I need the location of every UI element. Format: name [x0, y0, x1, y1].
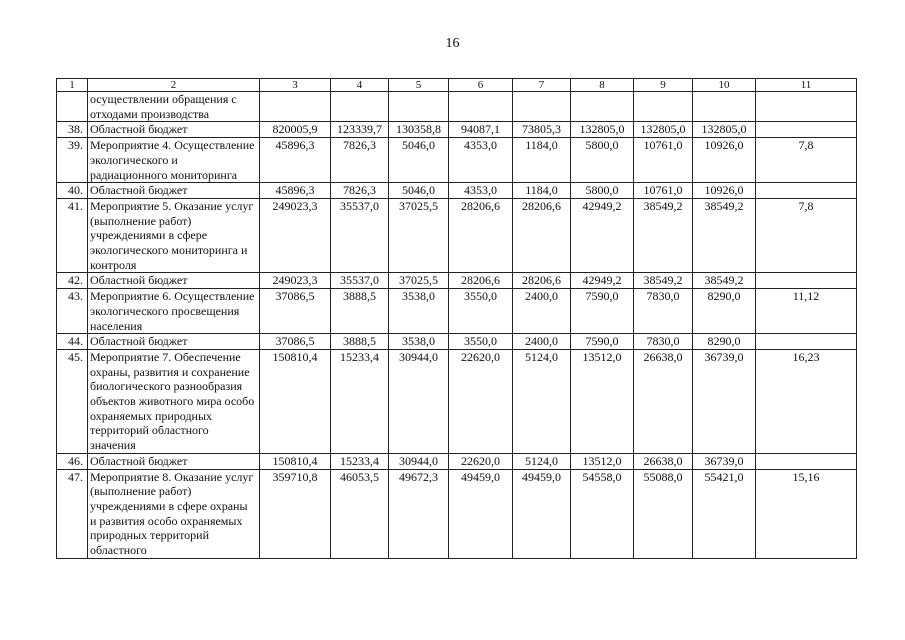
row-number: 40.: [57, 183, 88, 199]
value-cell: 7590,0: [571, 289, 634, 334]
indicator-ref: 11,12: [756, 289, 857, 334]
row-name: Мероприятие 6. Осуществление экологического просвещения населения: [88, 289, 260, 334]
header-row: [57, 79, 857, 92]
value-cell: 249023,3: [260, 198, 331, 273]
row-number: [57, 92, 88, 122]
row-name: Мероприятие 4. Осуществление экологического и радиационного мониторинга: [88, 138, 260, 183]
value-cell: 8290,0: [693, 334, 756, 350]
value-cell: 55421,0: [693, 469, 756, 558]
table-row: [57, 122, 857, 138]
row-name: Областной бюджет: [88, 122, 260, 138]
row-number: 41.: [57, 198, 88, 273]
indicator-ref: [756, 334, 857, 350]
value-cell: 26638,0: [634, 349, 693, 453]
row-number: 42.: [57, 273, 88, 289]
value-cell: 36739,0: [693, 453, 756, 469]
value-cell: 94087,1: [449, 122, 513, 138]
row-name: Областной бюджет: [88, 183, 260, 199]
value-cell: 4353,0: [449, 183, 513, 199]
value-cell: 13512,0: [571, 453, 634, 469]
value-cell: 132805,0: [571, 122, 634, 138]
value-cell: [693, 92, 756, 122]
header-cell: 5: [389, 79, 449, 92]
table-row: [57, 349, 857, 453]
value-cell: 28206,6: [449, 273, 513, 289]
value-cell: [331, 92, 389, 122]
header-cell: 4: [331, 79, 389, 92]
table-row: [57, 453, 857, 469]
value-cell: [389, 92, 449, 122]
header-cell: 2: [88, 79, 260, 92]
page-number: 16: [445, 36, 460, 51]
value-cell: [634, 92, 693, 122]
row-number: 44.: [57, 334, 88, 350]
value-cell: 10761,0: [634, 183, 693, 199]
value-cell: 359710,8: [260, 469, 331, 558]
value-cell: 5046,0: [389, 183, 449, 199]
header-cell: 9: [634, 79, 693, 92]
header-cell: 10: [693, 79, 756, 92]
row-number: 38.: [57, 122, 88, 138]
value-cell: 7826,3: [331, 138, 389, 183]
value-cell: 1184,0: [513, 183, 571, 199]
indicator-ref: [756, 273, 857, 289]
value-cell: 5124,0: [513, 453, 571, 469]
value-cell: 5800,0: [571, 183, 634, 199]
value-cell: 73805,3: [513, 122, 571, 138]
value-cell: 10761,0: [634, 138, 693, 183]
value-cell: 49672,3: [389, 469, 449, 558]
value-cell: 3550,0: [449, 289, 513, 334]
value-cell: 28206,6: [449, 198, 513, 273]
value-cell: 42949,2: [571, 198, 634, 273]
header-cell: 6: [449, 79, 513, 92]
value-cell: 2400,0: [513, 334, 571, 350]
value-cell: 15233,4: [331, 453, 389, 469]
value-cell: 45896,3: [260, 183, 331, 199]
value-cell: 35537,0: [331, 273, 389, 289]
indicator-ref: 7,8: [756, 198, 857, 273]
value-cell: 10926,0: [693, 183, 756, 199]
value-cell: 3888,5: [331, 334, 389, 350]
value-cell: 38549,2: [693, 198, 756, 273]
value-cell: 4353,0: [449, 138, 513, 183]
value-cell: 1184,0: [513, 138, 571, 183]
row-number: 43.: [57, 289, 88, 334]
value-cell: 49459,0: [513, 469, 571, 558]
indicator-ref: [756, 122, 857, 138]
value-cell: 36739,0: [693, 349, 756, 453]
value-cell: 26638,0: [634, 453, 693, 469]
budget-table: [56, 78, 857, 559]
header-cell: 1: [57, 79, 88, 92]
row-number: 39.: [57, 138, 88, 183]
value-cell: 13512,0: [571, 349, 634, 453]
indicator-ref: [756, 92, 857, 122]
table-row: [57, 198, 857, 273]
value-cell: 3550,0: [449, 334, 513, 350]
indicator-ref: 16,23: [756, 349, 857, 453]
value-cell: 37025,5: [389, 198, 449, 273]
value-cell: 42949,2: [571, 273, 634, 289]
value-cell: 150810,4: [260, 349, 331, 453]
value-cell: 38549,2: [634, 273, 693, 289]
row-name: Областной бюджет: [88, 334, 260, 350]
indicator-ref: 7,8: [756, 138, 857, 183]
header-cell: 11: [756, 79, 857, 92]
value-cell: 37086,5: [260, 289, 331, 334]
value-cell: 5800,0: [571, 138, 634, 183]
table-row: [57, 334, 857, 350]
value-cell: 7830,0: [634, 334, 693, 350]
value-cell: [513, 92, 571, 122]
value-cell: 3538,0: [389, 289, 449, 334]
value-cell: 5124,0: [513, 349, 571, 453]
value-cell: 28206,6: [513, 273, 571, 289]
row-name: осуществлении обращения с отходами производства: [88, 92, 260, 122]
value-cell: 2400,0: [513, 289, 571, 334]
table-row: [57, 183, 857, 199]
value-cell: 132805,0: [634, 122, 693, 138]
value-cell: [571, 92, 634, 122]
row-name: Мероприятие 7. Обеспечение охраны, развития и сохранение биологического разнообразия объектов животного мира особо охраняемых природных территорий областного значения: [88, 349, 260, 453]
value-cell: 46053,5: [331, 469, 389, 558]
value-cell: 38549,2: [693, 273, 756, 289]
value-cell: 35537,0: [331, 198, 389, 273]
table-body: [57, 79, 857, 559]
value-cell: [260, 92, 331, 122]
value-cell: 54558,0: [571, 469, 634, 558]
value-cell: 8290,0: [693, 289, 756, 334]
indicator-ref: [756, 183, 857, 199]
table-row: [57, 92, 857, 122]
row-name: Мероприятие 5. Оказание услуг (выполнение работ) учреждениями в сфере экологического мониторинга и контроля: [88, 198, 260, 273]
value-cell: 150810,4: [260, 453, 331, 469]
value-cell: 7826,3: [331, 183, 389, 199]
table-row: [57, 289, 857, 334]
table-row: [57, 138, 857, 183]
value-cell: 132805,0: [693, 122, 756, 138]
value-cell: 30944,0: [389, 453, 449, 469]
table-row: [57, 273, 857, 289]
value-cell: 123339,7: [331, 122, 389, 138]
header-cell: 8: [571, 79, 634, 92]
value-cell: 38549,2: [634, 198, 693, 273]
value-cell: 30944,0: [389, 349, 449, 453]
row-number: 47.: [57, 469, 88, 558]
value-cell: 45896,3: [260, 138, 331, 183]
row-number: 45.: [57, 349, 88, 453]
indicator-ref: 15,16: [756, 469, 857, 558]
value-cell: 37025,5: [389, 273, 449, 289]
value-cell: 5046,0: [389, 138, 449, 183]
row-name: Мероприятие 8. Оказание услуг (выполнение работ) учреждениями в сфере охраны и развития особо охраняемых природных территорий областного: [88, 469, 260, 558]
value-cell: 3538,0: [389, 334, 449, 350]
table-row: [57, 469, 857, 558]
value-cell: 37086,5: [260, 334, 331, 350]
value-cell: 820005,9: [260, 122, 331, 138]
value-cell: 22620,0: [449, 349, 513, 453]
header-cell: 3: [260, 79, 331, 92]
header-cell: 7: [513, 79, 571, 92]
value-cell: 15233,4: [331, 349, 389, 453]
value-cell: 249023,3: [260, 273, 331, 289]
value-cell: 49459,0: [449, 469, 513, 558]
row-name: Областной бюджет: [88, 273, 260, 289]
value-cell: [449, 92, 513, 122]
row-name: Областной бюджет: [88, 453, 260, 469]
value-cell: 22620,0: [449, 453, 513, 469]
value-cell: 55088,0: [634, 469, 693, 558]
value-cell: 10926,0: [693, 138, 756, 183]
value-cell: 7830,0: [634, 289, 693, 334]
value-cell: 130358,8: [389, 122, 449, 138]
indicator-ref: [756, 453, 857, 469]
value-cell: 28206,6: [513, 198, 571, 273]
value-cell: 7590,0: [571, 334, 634, 350]
row-number: 46.: [57, 453, 88, 469]
value-cell: 3888,5: [331, 289, 389, 334]
